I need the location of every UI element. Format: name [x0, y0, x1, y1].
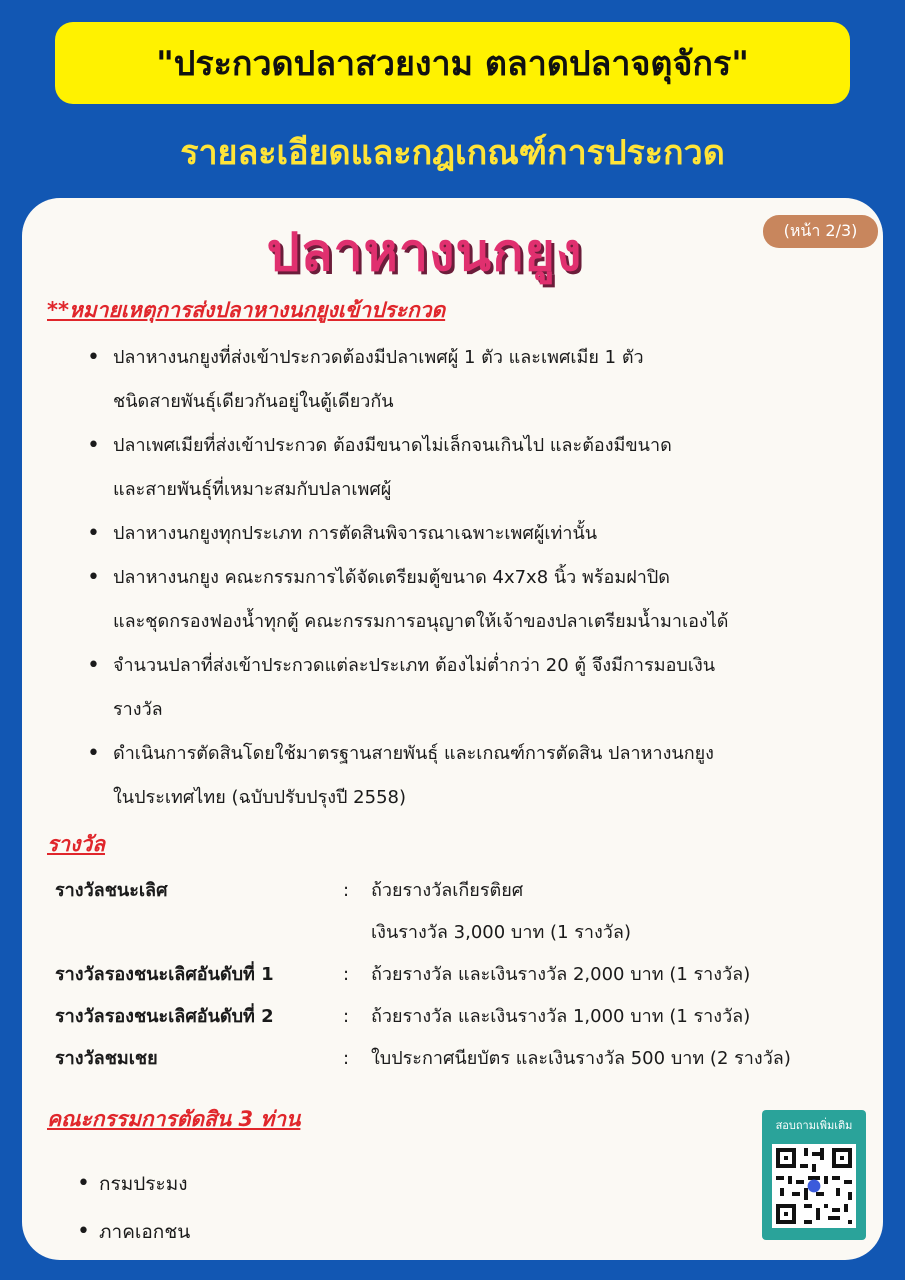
list-item: [87, 556, 877, 644]
note-line: • ปลาหางนกยูง คณะกรรมการได้จัดเตรียมตู้ขนาด 4x7x8 นิ้ว พร้อมฝาปิด: [113, 567, 670, 588]
committee-list: [77, 1160, 190, 1256]
awards-table: [55, 870, 875, 1080]
note-line: ในประเทศไทย (ฉบับปรับปรุงปี 2558): [113, 787, 407, 808]
committee-heading: คณะกรรมการตัดสิน 3 ท่าน: [47, 1107, 301, 1131]
note-line: • ดำเนินการตัดสินโดยใช้มาตรฐานสายพันธุ์ และเกณฑ์การตัดสิน ปลาหางนกยูง: [113, 743, 714, 764]
award-detail: [371, 1038, 875, 1080]
page-subtitle: รายละเอียดและกฎเกณฑ์การประกวด: [180, 133, 725, 173]
award-detail: [371, 954, 875, 996]
note-line: • จำนวนปลาที่ส่งเข้าประกวดแต่ละประเภท ต้องไม่ต่ำกว่า 20 ตู้ จึงมีการมอบเงิน: [113, 655, 716, 676]
award-name: รางวัลรองชนะเลิศอันดับที่ 2: [55, 1006, 274, 1027]
note-line: • ปลาหางนกยูงทุกประเภท การตัดสินพิจารณาเฉพาะเพศผู้เท่านั้น: [113, 523, 598, 544]
note-line: ชนิดสายพันธุ์เดียวกันอยู่ในตู้เดียวกัน: [113, 391, 394, 412]
award-row: [55, 1038, 875, 1080]
note-line: • ปลาหางนกยูงที่ส่งเข้าประกวดต้องมีปลาเพศผู้ 1 ตัว และเพศเมีย 1 ตัว: [113, 347, 644, 368]
award-name: รางวัลชมเชย: [55, 1048, 158, 1069]
note-line: • ปลาเพศเมียที่ส่งเข้าประกวด ต้องมีขนาดไม่เล็กจนเกินไป และต้องมีขนาด: [113, 435, 672, 456]
award-detail-line: ถ้วยรางวัลเกียรติยศ: [371, 880, 524, 901]
award-name: รางวัลรองชนะเลิศอันดับที่ 1: [55, 964, 274, 985]
award-row: [55, 996, 875, 1038]
page-title: "ประกวดปลาสวยงาม ตลาดปลาจตุจักร": [156, 44, 749, 84]
qr-label: สอบถามเพิ่มเติม: [775, 1119, 853, 1132]
list-item: • ภาคเอกชน: [77, 1208, 190, 1256]
list-item: [87, 336, 877, 424]
fish-category-title: ปลาหางนกยูง: [266, 223, 583, 283]
qr-code-graphic: [772, 1144, 856, 1228]
awards-heading: รางวัล: [47, 832, 105, 856]
qr-code-icon: [772, 1144, 856, 1228]
list-item: [87, 644, 877, 732]
note-line: รางวัล: [113, 699, 163, 720]
award-detail: [371, 996, 875, 1038]
award-colon: :: [343, 880, 350, 901]
notes-heading: **หมายเหตุการส่งปลาหางนกยูงเข้าประกวด: [47, 298, 446, 322]
award-name: รางวัลชนะเลิศ: [55, 880, 168, 901]
award-detail: [371, 870, 875, 954]
list-item: [87, 512, 877, 556]
page-number-badge: (หน้า 2/3): [763, 215, 878, 248]
award-colon: :: [343, 964, 350, 985]
list-item: [87, 424, 877, 512]
note-line: และสายพันธุ์ที่เหมาะสมกับปลาเพศผู้: [113, 479, 392, 500]
award-detail-line: ถ้วยรางวัล และเงินรางวัล 1,000 บาท (1 รางวัล): [371, 1006, 751, 1027]
award-colon: :: [343, 1006, 350, 1027]
award-detail-line: ถ้วยรางวัล และเงินรางวัล 2,000 บาท (1 รางวัล): [371, 964, 751, 985]
notes-list: [87, 336, 877, 820]
content-card: [22, 198, 883, 1260]
award-row: [55, 870, 875, 954]
award-detail-line: ใบประกาศนียบัตร และเงินรางวัล 500 บาท (2 รางวัล): [371, 1048, 791, 1069]
qr-panel[interactable]: [762, 1110, 866, 1240]
list-item: • กรมประมง: [77, 1160, 190, 1208]
award-detail-line: เงินรางวัล 3,000 บาท (1 รางวัล): [371, 922, 631, 943]
title-banner: [55, 22, 850, 104]
note-line: และชุดกรองฟองน้ำทุกตู้ คณะกรรมการอนุญาตให้เจ้าของปลาเตรียมน้ำมาเองได้: [113, 611, 729, 632]
award-colon: :: [343, 1048, 350, 1069]
list-item: [87, 732, 877, 820]
award-row: [55, 954, 875, 996]
